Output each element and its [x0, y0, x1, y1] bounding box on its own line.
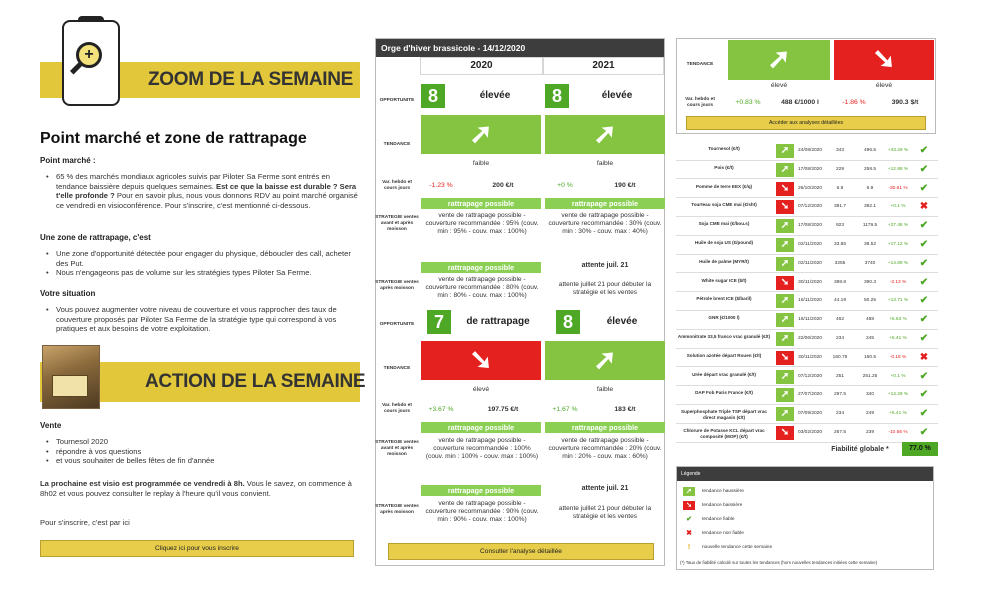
- opportunite-label: OPPORTUNITE: [379, 322, 415, 327]
- check-icon: ✔: [919, 220, 929, 232]
- market-current: 340: [865, 392, 874, 398]
- var-label: Var. hebdo et cours jours: [382, 403, 412, 414]
- market-start: 33.85: [833, 242, 846, 247]
- market-row: [676, 386, 938, 405]
- zone-label: Une zone de rattrapage, c'est: [40, 233, 151, 242]
- market-row: [676, 217, 938, 236]
- market-start: 234: [835, 411, 844, 417]
- opp-text-2021: élevée: [606, 316, 638, 327]
- market-date: 16/11/2020: [798, 298, 822, 304]
- market-current: 249: [865, 411, 874, 417]
- trend-down-arrow-icon: ➘: [776, 351, 794, 365]
- register-button[interactable]: Cliquez ici pour vous inscrire: [40, 540, 354, 557]
- opp-text-2021: élevée: [601, 90, 633, 101]
- trend-up-arrow-icon: ➚: [776, 407, 794, 421]
- market-row: [676, 161, 938, 180]
- var-label: Var. hebdo et cours jours: [685, 97, 715, 108]
- trend-down-arrow-icon: ➘: [776, 200, 794, 214]
- zone-list: [40, 249, 358, 278]
- var-pct-2020: +3.67 %: [428, 406, 454, 413]
- market-row: [676, 424, 938, 443]
- var-label: Var. hebdo et cours jours: [382, 180, 412, 191]
- market-row: [676, 405, 938, 424]
- legend-down-icon: ➘: [683, 501, 695, 510]
- market-pct: +17.12 %: [887, 242, 909, 247]
- market-current: 160.5: [863, 354, 876, 360]
- opp-text-2020: élevée: [479, 90, 511, 101]
- market-current: 38.52: [863, 242, 876, 247]
- market-pct: -0.16 %: [889, 354, 907, 360]
- market-row: [676, 236, 938, 255]
- market-name: Chlorure de Potasse KCL départ vrac composité (MOP) (€/t): [683, 428, 765, 439]
- market-pct: +12.88 %: [887, 166, 909, 172]
- var-value-2021: 183 €/t: [614, 406, 636, 413]
- check-icon: ✔: [919, 182, 929, 194]
- market-row: [676, 274, 938, 293]
- market-start: 229: [835, 166, 844, 172]
- market-pct: +14.29 %: [887, 392, 909, 398]
- market-current: 390.3: [863, 279, 876, 285]
- market-date: 07/09/2020: [797, 411, 822, 417]
- market-name: Huile de soja US (€/pound): [694, 240, 754, 245]
- pm-text-bold: Est ce que la baisse est durable ? Sera t'elle profonde ?: [56, 181, 357, 201]
- check-icon: ✔: [919, 276, 929, 288]
- strat1-2021: vente de rattrapage possible - couverture recommandée : 20% (couv. min : 20% - couv. max : 60%): [548, 437, 662, 461]
- vente-item: • et vous souhaiter de belles fêtes de fin d'année: [40, 456, 358, 466]
- market-date: 02/11/2020: [798, 260, 822, 266]
- market-date: 27/07/2020: [797, 392, 822, 398]
- visio-bold: La prochaine est visio est programmée ce vendredi à 8h.: [40, 479, 245, 488]
- market-date: 30/11/2020: [798, 279, 822, 285]
- legend-title: Légende: [677, 467, 933, 481]
- market-pct: +6.41 %: [889, 411, 907, 417]
- legend-row: tendance non fiable: [702, 531, 744, 536]
- right-var-pct-2: -1.86 %: [842, 99, 866, 106]
- market-row: [676, 311, 938, 330]
- magnifier-icon: +: [76, 42, 102, 68]
- market-row: [676, 330, 938, 349]
- strat-apres-label: STRATEGIE ventes après moisson: [375, 280, 419, 291]
- market-start: 343: [835, 148, 844, 153]
- detailed-analysis-button[interactable]: Consulter l'analyse détaillée: [388, 543, 654, 560]
- market-name: White sugar ICE ($/t): [701, 277, 747, 283]
- cross-icon: ✖: [919, 351, 929, 363]
- market-row: [676, 368, 938, 387]
- market-current: 1179.5: [862, 223, 878, 229]
- strat-avant-label: STRATEGIE ventes avant et après moisson: [375, 215, 419, 232]
- pm-text: 65 % des marchés mondiaux agricoles suivis par Piloter Sa Ferme sont entrés en tendance baissière depuis quelques semaines.: [56, 172, 330, 191]
- tendance-label: TENDANCE: [686, 62, 714, 67]
- trend-word-2020: faible: [472, 160, 490, 167]
- market-date: 17/08/2020: [797, 166, 822, 172]
- right-var-pct-1: +0.83 %: [735, 99, 761, 106]
- inscription-text: Pour s'inscrire, c'est par ici: [40, 518, 130, 527]
- market-pct: +5.63 %: [889, 317, 907, 323]
- market-row: [676, 180, 938, 199]
- market-date: 07/12/2020: [797, 204, 822, 210]
- markets-list: [676, 142, 938, 458]
- market-name: Ammonitrate 33,5 franco vrac granulé (€/t): [677, 334, 771, 339]
- section-heading: Point marché et zone de rattrapage: [40, 130, 307, 147]
- zoom-title: ZOOM DE LA SEMAINE: [148, 69, 354, 90]
- right-trend-word-2: élevé: [875, 82, 893, 89]
- market-row: [676, 142, 938, 161]
- market-date: 24/08/2020: [797, 148, 822, 153]
- strat2-2020: vente de rattrapage possible - couverture recommandée : 90% (couv. min : 90% - couv. max : 100%): [425, 500, 539, 524]
- check-icon: ✔: [919, 408, 929, 420]
- market-name: Tourteau soja CME mai (€/sht): [691, 202, 757, 208]
- market-row: [676, 198, 938, 217]
- market-start: 44.19: [833, 298, 846, 304]
- strat2-2021: attente juillet 21 pour débuter la stratégie et les ventes: [558, 281, 652, 297]
- opp-badge-2021: 8: [556, 310, 580, 334]
- tendance-label: TENDANCE: [383, 142, 411, 147]
- market-start: 297.5: [833, 392, 846, 398]
- market-current: 6.9: [866, 185, 874, 191]
- var-pct-2021: +1.67 %: [552, 406, 578, 413]
- strat1-2021: vente de rattrapage possible - couverture recommandée : 30% (couv. min : 30% - couv. max : 40%): [548, 212, 662, 236]
- market-start: 267.5: [833, 430, 846, 435]
- legend-row: nouvelle tendance cette semaine: [702, 545, 773, 550]
- opp-text-2020: de rattrapage: [466, 316, 530, 327]
- rattrapage2-tag-2020: rattrapage possible: [421, 485, 541, 496]
- legend-note: (*) Taux de fiabilité calculé sur toutes les tendances (hors nouvelles tendances initiées cette semaine): [680, 560, 878, 565]
- rattrapage-tag-2021: rattrapage possible: [545, 198, 665, 209]
- market-pct: +13.71 %: [887, 298, 909, 304]
- market-name: Tournesol (€/t): [708, 146, 740, 151]
- fiabilite-value: 77.0 %: [902, 442, 938, 456]
- trend-up-arrow-icon: ➚: [776, 219, 794, 233]
- pm-text-2: Pour en savoir plus, nous vous donnons RDV au point marché organisé ce vendredi en visioconférence. Pour s'inscrire, c'est mentionné ci-dessous.: [56, 191, 358, 210]
- opp-badge-2020: 8: [421, 84, 445, 108]
- market-pct: +5.41 %: [889, 336, 907, 341]
- check-icon: ✔: [919, 163, 929, 175]
- market-name: Pois (€/t): [714, 164, 734, 170]
- vente-item: • répondre à vos questions: [40, 447, 358, 457]
- market-start: 3255: [834, 260, 846, 266]
- zone-item: • Nous n'engageons pas de volume sur les stratégies types Piloter Sa Ferme.: [40, 268, 358, 278]
- trend-up-arrow-icon: ➚: [776, 238, 794, 252]
- year-2020-header: 2020: [420, 57, 543, 75]
- market-name: Solution azotée départ Rouen (€/t): [686, 352, 762, 358]
- legend-up-icon: ➚: [683, 487, 695, 496]
- rattrapage2-tag-2020: rattrapage possible: [421, 262, 541, 273]
- situation-item: • Vous pouvez augmenter votre niveau de couverture et vous rapprocher des taux de couverture proposés par Piloter Sa Ferme de la stratégie type qui correspond à vos pratiques et aux besoins de votre exploitation.: [40, 305, 358, 334]
- check-icon: ✔: [919, 239, 929, 250]
- attente-tag-2021: attente juil. 21: [581, 262, 629, 269]
- check-icon: ✔: [919, 389, 929, 401]
- market-current: 392.1: [863, 204, 876, 210]
- vente-item: • Tournesol 2020: [40, 437, 358, 447]
- market-date: 26/10/2020: [797, 185, 822, 191]
- trend-up-arrow-icon: ➚: [776, 163, 794, 177]
- strat1-2020: vente de rattrapage possible - couverture recommandée : 100% (couv. min : 100% - couv. max : 100%): [425, 437, 539, 461]
- pm-list: [40, 172, 358, 210]
- market-name: GNR (€/1000 l): [708, 315, 740, 321]
- zone-item: • Une zone d'opportunité détectée pour engager du physique, déboucler des call, acheter des Put.: [40, 249, 358, 268]
- action-photo-screen: [52, 375, 88, 397]
- trend-down-arrow-icon: ➘: [834, 40, 934, 80]
- trend-down-arrow-icon: ➘: [776, 426, 794, 440]
- market-date: 02/11/2020: [798, 242, 822, 247]
- market-current: 3740: [864, 260, 876, 266]
- right-var-value-1: 488 €/1000 l: [781, 99, 819, 106]
- market-pct: -30.61 %: [888, 185, 908, 191]
- opp-badge-2020: 7: [427, 310, 451, 334]
- trend-up-arrow-icon: ➚: [776, 332, 794, 346]
- check-icon: ✔: [919, 257, 929, 269]
- situation-label: Votre situation: [40, 289, 96, 298]
- trend-up-arrow-icon: ➚: [776, 144, 794, 158]
- market-current: 50.25: [863, 298, 876, 304]
- situation-list: [40, 305, 358, 334]
- market-pct: +27.48 %: [887, 223, 909, 229]
- trend-up-arrow-icon: ➚: [728, 40, 830, 80]
- opp-badge-2021: 8: [545, 84, 569, 108]
- detailed-analyses-button[interactable]: Accéder aux analyses détaillées: [686, 116, 926, 130]
- market-current: 251.25: [862, 373, 878, 379]
- trend-word-2021: faible: [596, 160, 614, 167]
- pm-label: Point marché :: [40, 156, 96, 165]
- market-pct: -10.66 %: [888, 430, 908, 435]
- cross-icon: ✖: [919, 201, 929, 213]
- trend-up-arrow-icon: ➚: [776, 388, 794, 402]
- fiabilite-label: Fiabilité globale *: [831, 446, 889, 453]
- visio-rest: Vous le savez, on commence à 8h02 et vous pouvez consulter le replay à l'heure qu'il vous convient.: [40, 479, 352, 498]
- market-pct: +14.89 %: [887, 260, 909, 266]
- rattrapage-tag-2020: rattrapage possible: [421, 422, 541, 433]
- legend-row: tendance baissière: [702, 503, 743, 508]
- legend-new-icon: !: [687, 544, 691, 551]
- strat-apres-label: STRATEGIE ventes après moisson: [375, 504, 419, 515]
- opportunite-label: OPPORTUNITE: [379, 98, 415, 103]
- trend-down-arrow-icon: ➘: [776, 276, 794, 290]
- action-title: ACTION DE LA SEMAINE: [145, 371, 366, 392]
- market-current: 488: [865, 317, 874, 323]
- market-name: Pétrole brent ICE ($/baril): [696, 296, 752, 302]
- var-value-2020: 197.75 €/t: [487, 406, 519, 413]
- market-date: 03/02/2020: [797, 430, 822, 435]
- trend-up-arrow-icon: ➚: [776, 257, 794, 271]
- trend-down-arrow-icon: ➘: [776, 182, 794, 196]
- trend-up-arrow-icon: ➚: [776, 294, 794, 308]
- market-name: Soja CME mai (€/bou.s): [698, 221, 750, 227]
- visio-text: [40, 479, 358, 498]
- market-row: [676, 292, 938, 311]
- market-date: 30/11/2020: [798, 354, 822, 360]
- vente-list: [40, 437, 358, 466]
- market-current: 239: [865, 430, 874, 435]
- market-name: Huile de palme (MYR/t): [699, 258, 749, 264]
- market-pct: -2.13 %: [889, 279, 907, 285]
- market-name: Pomme de terre EEX (€/q): [695, 183, 753, 189]
- rattrapage-tag-2020: rattrapage possible: [421, 198, 541, 209]
- check-icon: ✔: [919, 427, 929, 438]
- strat2-2021: attente juillet 21 pour débuter la stratégie et les ventes: [558, 505, 652, 521]
- market-start: 462: [835, 317, 844, 323]
- check-icon: ✔: [919, 145, 929, 156]
- market-pct: +0.1 %: [890, 373, 906, 379]
- var-value-2020: 200 €/t: [492, 182, 514, 189]
- check-icon: ✔: [919, 333, 929, 344]
- trend-up-arrow-icon: ➚: [776, 313, 794, 327]
- market-start: 160.75: [832, 354, 848, 360]
- market-start: 234: [835, 336, 844, 341]
- legend-check-icon: ✔: [686, 516, 692, 523]
- trend-up-arrow-icon: ➚: [545, 341, 665, 380]
- market-date: 17/08/2020: [797, 223, 822, 229]
- market-date: 22/06/2020: [797, 336, 822, 341]
- var-pct-2021: +0 %: [557, 182, 573, 189]
- check-icon: ✔: [919, 295, 929, 307]
- market-name: Superphosphate Triple TSP départ vrac direct magasin (€/t): [681, 409, 767, 420]
- market-start: 391.7: [833, 204, 846, 210]
- vente-label: Vente: [40, 421, 62, 430]
- market-current: 245: [865, 336, 874, 341]
- pm-item: [40, 172, 358, 210]
- strat-avant-label: STRATEGIE ventes avant et après moisson: [375, 440, 419, 457]
- right-trend-word-1: élevé: [770, 82, 788, 89]
- market-name: DAP Fob Paris France (€/t): [695, 390, 753, 396]
- trend-word-2021: faible: [596, 386, 614, 393]
- right-var-value-2: 390.3 $/t: [891, 99, 919, 106]
- trend-down-arrow-icon: ➘: [421, 341, 541, 380]
- market-start: 923: [835, 223, 844, 229]
- market-current: 258.5: [863, 166, 876, 172]
- rattrapage-tag-2021: rattrapage possible: [545, 422, 665, 433]
- market-current: 496.5: [863, 148, 876, 153]
- trend-up-arrow-icon: ➚: [776, 370, 794, 384]
- year-2021-header: 2021: [543, 57, 664, 75]
- market-row: [676, 349, 938, 368]
- trend-word-2020: élevé: [472, 386, 490, 393]
- market-date: 07/12/2020: [797, 373, 822, 379]
- market-start: 398.8: [833, 279, 846, 285]
- trend-up-arrow-icon: ➚: [421, 115, 541, 154]
- check-icon: ✔: [919, 370, 929, 382]
- market-pct: +0.1 %: [890, 204, 906, 210]
- market-row: [676, 255, 938, 274]
- market-start: 251: [835, 373, 844, 379]
- strat1-2020: vente de rattrapage possible - couverture recommandée : 95% (couv. min : 95% - couv. max : 100%): [425, 212, 539, 236]
- market-pct: +43.29 %: [887, 148, 909, 153]
- trend-up-arrow-icon: ➚: [545, 115, 665, 154]
- check-icon: ✔: [919, 314, 929, 326]
- legend-row: tendance haussière: [702, 489, 744, 494]
- tendance-label: TENDANCE: [383, 366, 411, 371]
- orge-table-title: Orge d'hiver brassicole - 14/12/2020: [376, 39, 664, 57]
- var-value-2021: 190 €/t: [614, 182, 636, 189]
- market-name: Urée départ vrac granulé (€/t): [692, 371, 756, 377]
- var-pct-2020: -1.23 %: [429, 182, 453, 189]
- market-start: 6.9: [836, 185, 844, 191]
- strat2-2020: vente de rattrapage possible - couverture recommandée : 80% (couv. min : 80% - couv. max : 100%): [425, 276, 539, 300]
- market-date: 16/11/2020: [798, 317, 822, 323]
- attente-tag-2021: attente juil. 21: [581, 485, 629, 492]
- legend-cross-icon: ✖: [686, 530, 692, 537]
- legend-row: tendance fiable: [702, 517, 735, 522]
